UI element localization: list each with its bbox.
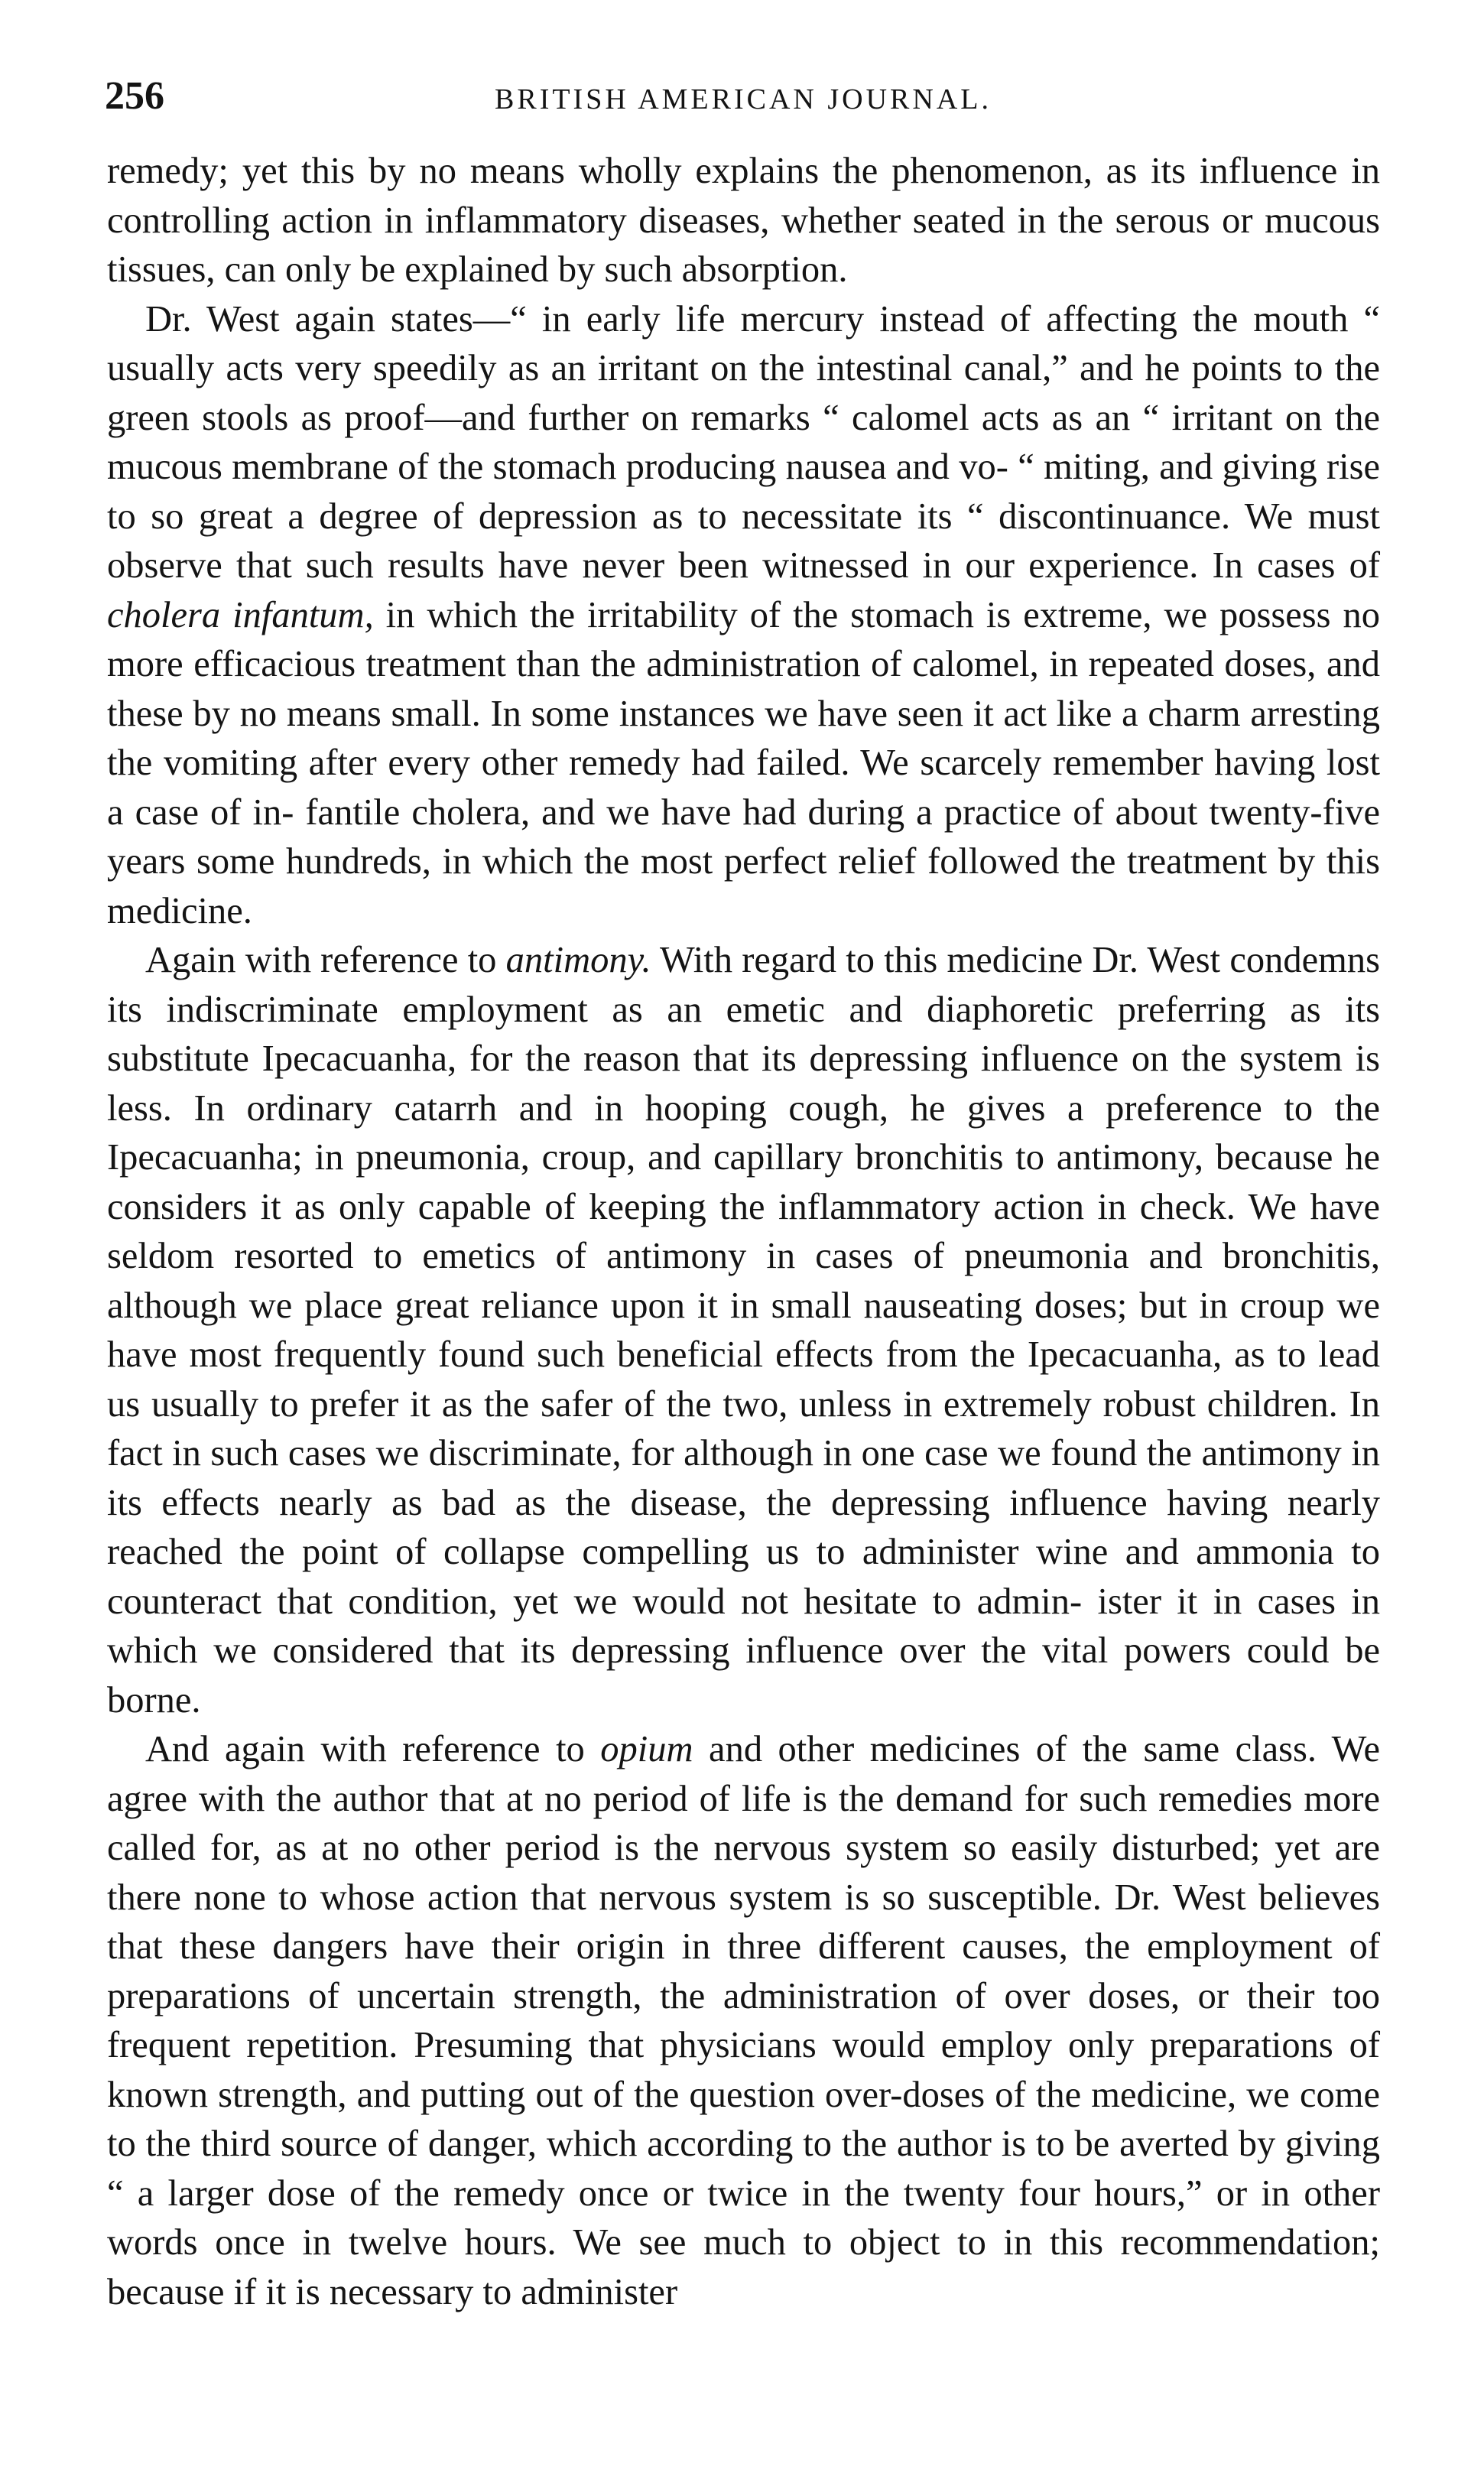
running-head [105, 66, 1382, 127]
paragraph-3-text: Again with reference to [145, 940, 497, 980]
paragraph-3-text-after: With regard to this medicine Dr. West condemns its indiscriminate employment as an emetic and diaphoretic preferring as its substitute Ipecacuanha, for the reason that its depressing influence on the system is less. In ordinary catarrh and in hooping cough, he gives a preference to the Ipecacuanha; in pneumonia, croup, and capillary bronchitis to antimony, because he considers it as only capable of keeping the inflammatory action in check. We have seldom resorted to emetics of antimony in cases of pneumonia and bronchitis, although we place great reliance upon it in small nauseating doses; but in croup we have most frequently found such beneficial effects from the Ipecacuanha, as to lead us usually to prefer it as the safer of the two, unless in extremely robust children. In fact in such cases we discriminate, for although in one case we found the antimony in its effects nearly as bad as the disease, the depressing influence having nearly reached the point of collapse compelling us to administer wine and ammonia to counteract that condition, yet we would not hesitate to admin- ister it in cases in which we considered that its depressing influence over the vital powers could be borne. [107, 940, 1381, 1721]
paragraph-3 [107, 936, 1380, 1725]
paragraph-3-italic: antimony. [505, 940, 651, 980]
paragraph-2 [107, 295, 1380, 937]
paragraph-2-italic: cholera infantum, [107, 594, 374, 635]
paragraph-1 [107, 147, 1380, 295]
paragraph-2-text-after: in which the irritability of the stomach is extreme, we possess no more efficacious treatment than the administration of calomel, in repeated doses, and these by no means small. In some instances we have seen it act like a charm arresting the vomiting after every other remedy had failed. We scarcely remember having lost a case of in- fantile cholera, and we have had during a practice of about twenty-five years some hundreds, in which the most perfect relief followed the treatment by this medicine. [107, 594, 1380, 931]
paragraph-1-text: remedy; yet this by no means wholly explains the phenomenon, as its influence in controlling action in inflammatory diseases, whether seated in the serous or mucous tissues, can only be explained by such absorption. [107, 151, 1380, 290]
journal-title: BRITISH AMERICAN JOURNAL. [495, 83, 992, 115]
page-number: 256 [105, 74, 164, 118]
article-body [107, 147, 1380, 2317]
paragraph-4-italic: opium [600, 1729, 693, 1769]
paragraph-4-text-after: and other medicines of the same class. We agree with the author that at no period of life is the demand for such remedies more called for, as at no other period is the nervous system so easily disturbed; yet are there none to whose action that nervous system is so susceptible. Dr. West believes that these dangers have their origin in three different causes, the employment of preparations of uncertain strength, the administration of over doses, or their too frequent repetition. Presuming that physicians would employ only preparations of known strength, and putting out of the question over-doses of the medicine, we come to the third source of danger, which according to the author is to be averted by giving “ a larger dose of the remedy once or twice in the twenty four hours,” or in other words once in twelve hours. We see much to object to in this recommendation; because if it is necessary to administer [107, 1729, 1381, 2312]
paragraph-4-text: And again with reference to [145, 1729, 585, 1769]
paragraph-2-text: Dr. West again states—“ in early life mercury instead of affecting the mouth “ usually acts very speedily as an irritant on the intestinal canal,” and he points to the green stools as proof—and further on remarks “ calomel acts as an “ irritant on the mucous membrane of the stomach producing nausea and vo- “ miting, and giving rise to so great a degree of depression as to necessitate its “ discontinuance. We must observe that such results have never been witnessed in our experience. In cases of [107, 298, 1380, 586]
paragraph-4 [107, 1725, 1380, 2317]
